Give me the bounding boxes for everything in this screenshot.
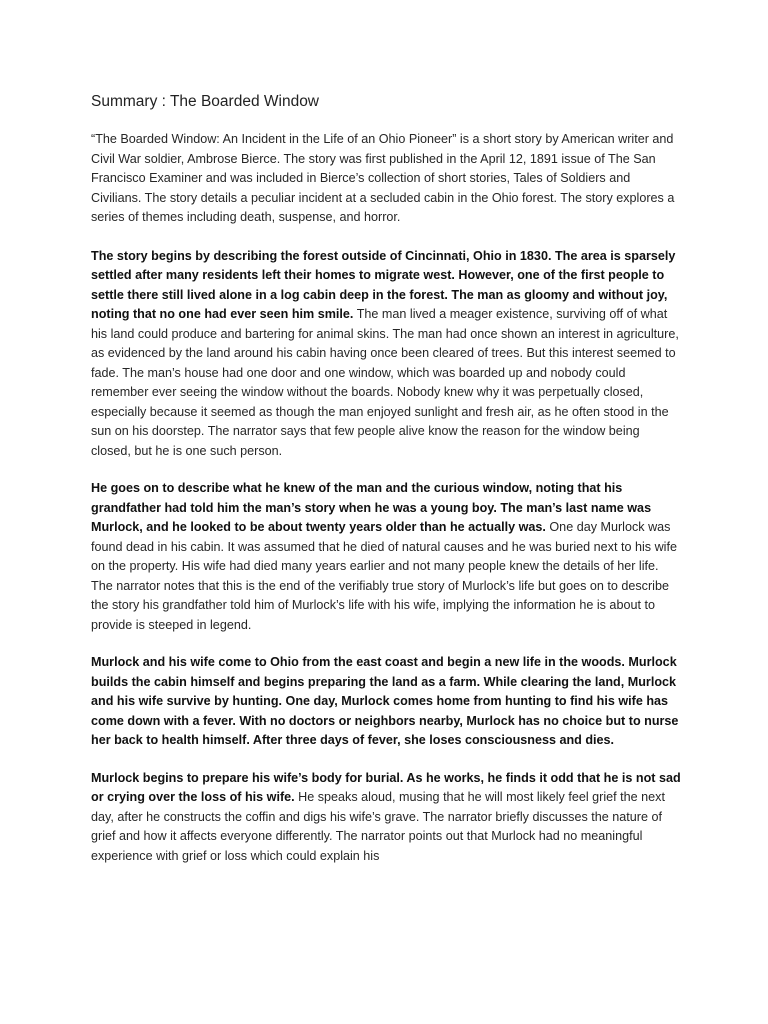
paragraph-2-bold: The story begins by describing the forest outside of Cincinnati, Ohio in 1830. The area is sparsely settled after many residents left their homes to migrate west. However, one of the first people to settle there still lived alone in a log cabin deep in the forest. The man as gloomy and without joy, noting that no one had ever seen him smile. [91, 248, 676, 321]
paragraph-5 [91, 769, 681, 867]
paragraph-5-text: He speaks aloud, musing that he will most likely feel grief the next day, after he constructs the coffin and digs his wife’s grave. The narrator briefly discusses the nature of grief and how it affects everyone differently. The narrator points out that Murlock had no meaningful experience with grief or loss which could explain his [91, 790, 665, 863]
paragraph-3-bold: He goes on to describe what he knew of the man and the curious window, noting that his grandfather had told him the man’s story when he was a young boy. The man’s last name was Murlock, and he looked to be about twenty years older than he actually was. [91, 481, 652, 534]
paragraph-3-text: One day Murlock was found dead in his cabin. It was assumed that he died of natural causes and he was buried next to his wife on the property. His wife had died many years earlier and not many people knew the details of her life. The narrator notes that this is the end of the verifiably true story of Murlock’s life but goes on to describe the story his grandfather told him of Murlock’s life with his wife, implying the information he is about to provide is steeped in legend. [91, 520, 677, 632]
paragraph-4 [91, 653, 681, 751]
paragraph-3 [91, 479, 681, 635]
document-title: Summary : The Boarded Window [91, 93, 320, 110]
paragraph-1 [91, 130, 681, 228]
paragraph-4-bold: Murlock and his wife come to Ohio from the east coast and begin a new life in the woods. Murlock builds the cabin himself and begins preparing the land as a farm. While clearing the land, Murlock and his wife survive by hunting. One day, Murlock comes home from hunting to find his wife has come down with a fever. With no doctors or neighbors nearby, Murlock has no choice but to nurse her back to health himself. After three days of fever, she loses consciousness and dies. [91, 655, 679, 747]
paragraph-2-text: The man lived a meager existence, surviving off of what his land could produce and bartering for animal skins. The man had once shown an interest in agriculture, as evidenced by the land around his cabin having once been cleared of trees. But this interest seemed to fade. The man’s house had one door and one window, which was boarded up and nobody could remember ever seeing the window without the boards. Nobody knew why it was perpetually closed, especially because it seemed as though the man enjoyed sunlight and fresh air, as he often stood in the sun on his doorstep. The narrator says that few people alive know the reason for the window being closed, but he is one such person. [91, 307, 679, 458]
paragraph-1-text: “The Boarded Window: An Incident in the Life of an Ohio Pioneer” is a short story by American writer and Civil War soldier, Ambrose Bierce. The story was first published in the April 12, 1891 issue of The San Francisco Examiner and was included in Bierce’s collection of short stories, Tales of Soldiers and Civilians. The story details a peculiar incident at a secluded cabin in the Ohio forest. The story explores a series of themes including death, suspense, and horror. [91, 132, 675, 224]
paragraph-5-bold: Murlock begins to prepare his wife’s body for burial. As he works, he finds it odd that he is not sad or crying over the loss of his wife. [91, 770, 681, 804]
paragraph-2 [91, 247, 681, 462]
document-page [91, 92, 681, 884]
